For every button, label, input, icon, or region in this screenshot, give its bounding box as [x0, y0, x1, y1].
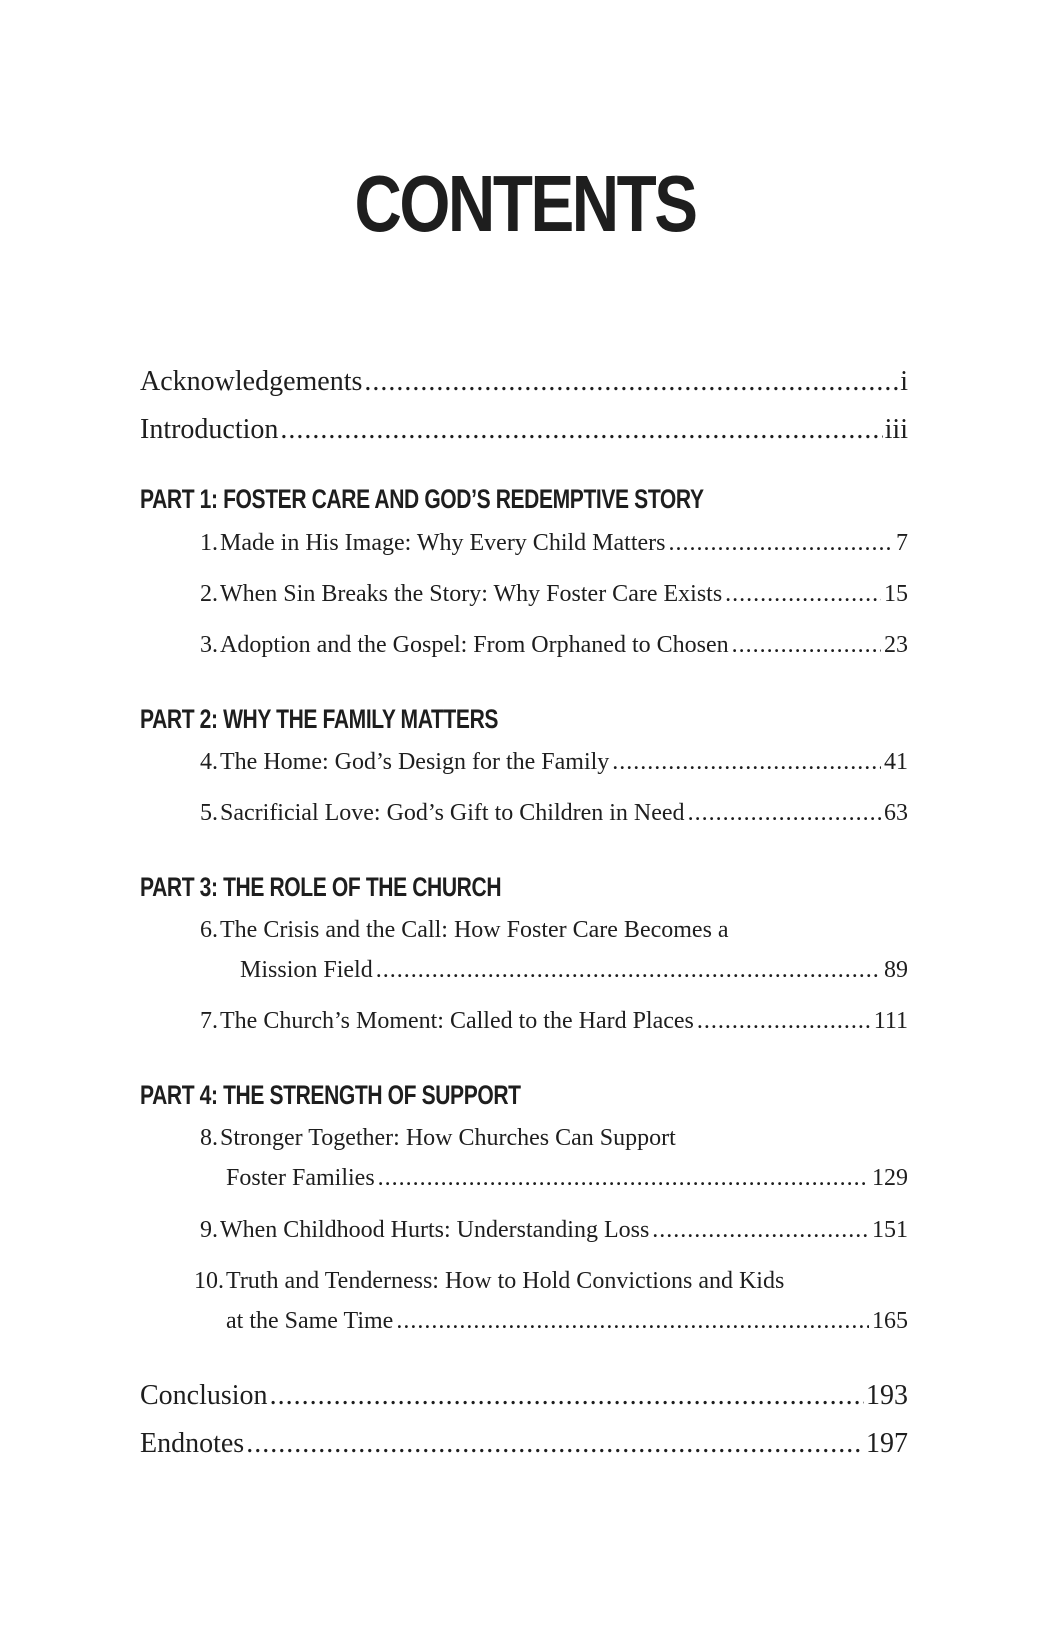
chapter-title-continued: Mission Field: [240, 957, 373, 983]
chapter-title-continued: at the Same Time: [226, 1308, 394, 1334]
chapter-page-number: 63: [884, 800, 908, 826]
chapter-title: Adoption and the Gospel: From Orphaned to Chosen: [220, 632, 729, 658]
toc-entry-conclusion[interactable]: [140, 1380, 908, 1412]
chapter-title: When Childhood Hurts: Understanding Loss: [220, 1217, 650, 1243]
chapter-title: Sacrificial Love: God’s Gift to Children in Need: [220, 800, 685, 826]
chapter-page-number: 165: [872, 1308, 908, 1334]
entry-page-number: iii: [884, 414, 908, 445]
chapter-title: The Home: God’s Design for the Family: [220, 749, 610, 775]
toc-entry-chapter-2[interactable]: [190, 581, 908, 623]
chapter-title: The Crisis and the Call: How Foster Care Becomes a: [220, 917, 729, 943]
dot-leader: [668, 530, 893, 557]
chapter-page-number: 111: [873, 1008, 908, 1034]
chapter-number: 8.: [200, 1125, 218, 1151]
toc-entry-acknowledgements[interactable]: [140, 366, 908, 398]
chapter-title: Stronger Together: How Churches Can Support: [220, 1125, 676, 1151]
chapter-number: 1.: [200, 530, 218, 556]
entry-label: Endnotes: [140, 1428, 245, 1459]
dot-leader: [688, 800, 881, 827]
toc-entry-chapter-6[interactable]: [190, 917, 908, 999]
chapter-page-number: 41: [884, 749, 908, 775]
entry-page-number: 197: [866, 1428, 908, 1459]
dot-leader: [612, 749, 881, 776]
dot-leader: [697, 1008, 871, 1035]
dot-leader: [270, 1380, 864, 1412]
toc-entry-introduction[interactable]: [140, 414, 908, 446]
chapter-page-number: 89: [884, 957, 908, 983]
toc-entry-endnotes[interactable]: [140, 1428, 908, 1460]
chapter-number: 9.: [200, 1217, 218, 1243]
toc-entry-chapter-8[interactable]: [190, 1125, 908, 1207]
part-4-heading: PART 4: THE STRENGTH OF SUPPORT: [140, 1080, 521, 1110]
dot-leader: [376, 957, 881, 984]
toc-entry-chapter-1[interactable]: [190, 530, 908, 572]
chapter-number: 10.: [194, 1268, 224, 1294]
chapter-number: 5.: [200, 800, 218, 826]
entry-label: Conclusion: [140, 1380, 268, 1411]
dot-leader: [378, 1165, 869, 1192]
dot-leader: [364, 366, 898, 398]
chapter-number: 3.: [200, 632, 218, 658]
toc-entry-chapter-5[interactable]: [190, 800, 908, 842]
chapter-number: 4.: [200, 749, 218, 775]
dot-leader: [246, 1428, 864, 1460]
part-1-heading: PART 1: FOSTER CARE AND GOD’S REDEMPTIVE STORY: [140, 484, 704, 514]
chapter-page-number: 23: [884, 632, 908, 658]
part-2-heading: PART 2: WHY THE FAMILY MATTERS: [140, 704, 499, 734]
entry-page-number: 193: [866, 1380, 908, 1411]
entry-page-number: i: [900, 366, 908, 397]
chapter-number: 6.: [200, 917, 218, 943]
chapter-title: When Sin Breaks the Story: Why Foster Care Exists: [220, 581, 723, 607]
toc-entry-chapter-10[interactable]: [190, 1268, 908, 1350]
chapter-number: 2.: [200, 581, 218, 607]
chapter-page-number: 15: [884, 581, 908, 607]
entry-label: Introduction: [140, 414, 279, 445]
chapter-page-number: 129: [872, 1165, 908, 1191]
chapter-title: Truth and Tenderness: How to Hold Convictions and Kids: [226, 1268, 785, 1294]
dot-leader: [725, 581, 881, 608]
dot-leader: [396, 1308, 869, 1335]
toc-entry-chapter-3[interactable]: [190, 632, 908, 674]
page-title: CONTENTS: [354, 159, 696, 248]
toc-entry-chapter-9[interactable]: [190, 1217, 908, 1259]
entry-label: Acknowledgements: [140, 366, 363, 397]
chapter-number: 7.: [200, 1008, 218, 1034]
chapter-title: The Church’s Moment: Called to the Hard Places: [220, 1008, 694, 1034]
chapter-title-continued: Foster Families: [226, 1165, 375, 1191]
part-3-heading: PART 3: THE ROLE OF THE CHURCH: [140, 872, 502, 902]
toc-entry-chapter-7[interactable]: [190, 1008, 908, 1050]
chapter-page-number: 7: [896, 530, 908, 556]
toc-entry-chapter-4[interactable]: [190, 749, 908, 791]
chapter-title: Made in His Image: Why Every Child Matters: [220, 530, 666, 556]
dot-leader: [280, 414, 882, 446]
dot-leader: [652, 1217, 869, 1244]
dot-leader: [732, 632, 881, 659]
chapter-page-number: 151: [872, 1217, 908, 1243]
